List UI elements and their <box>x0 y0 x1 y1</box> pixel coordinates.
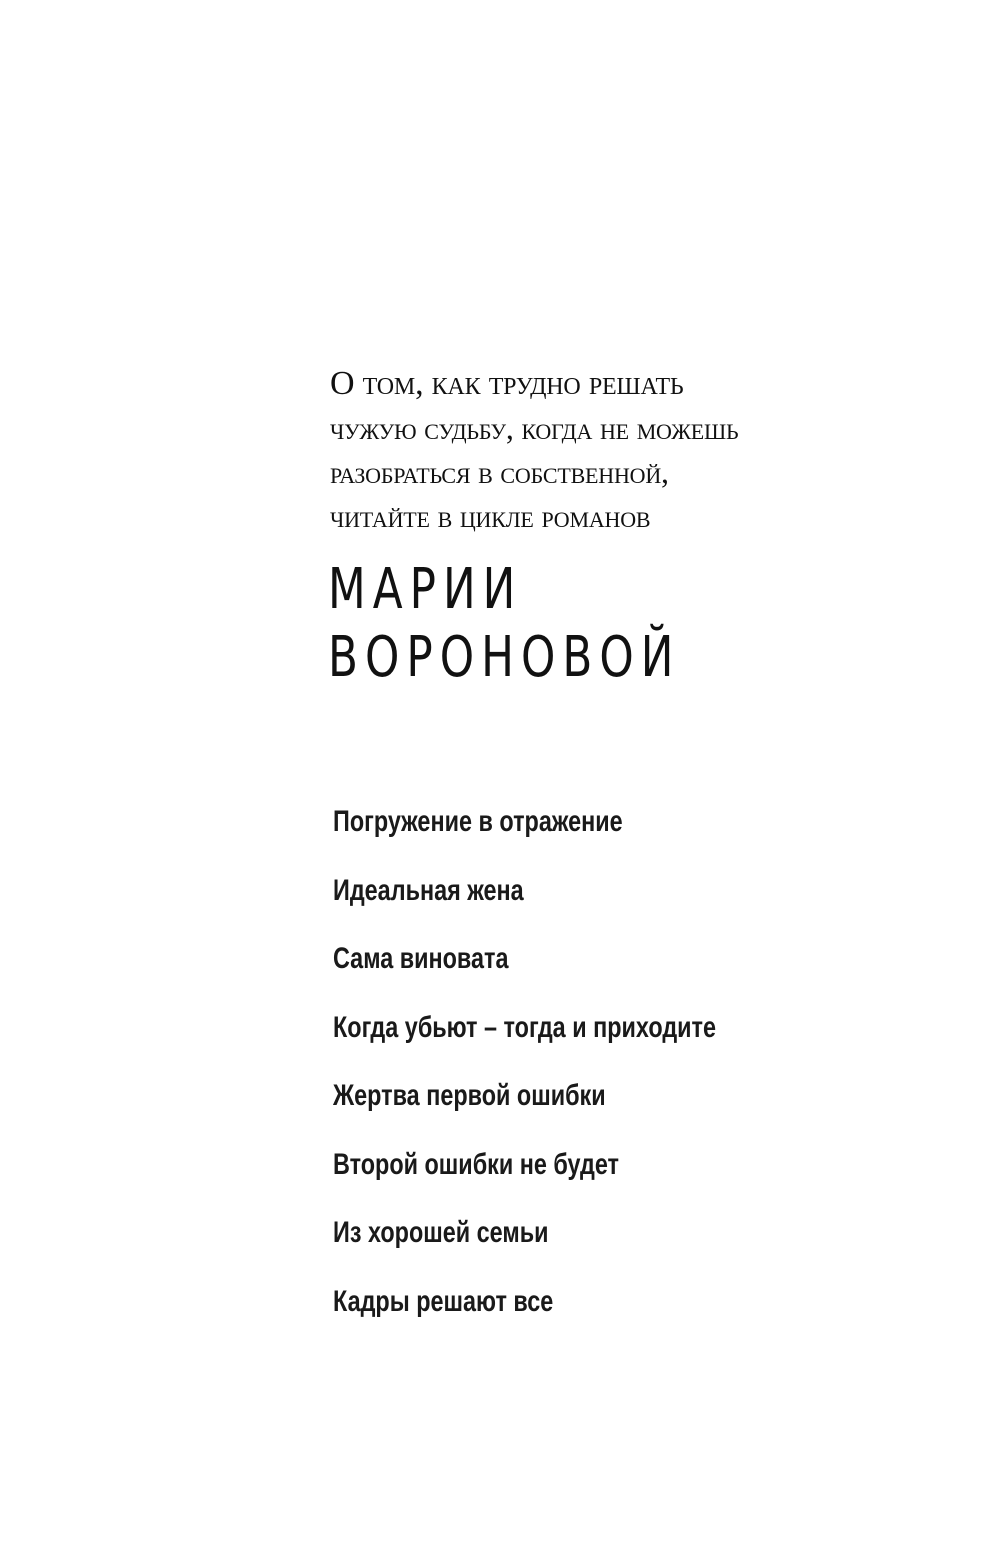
book-title: Из хорошей семьи <box>333 1216 549 1249</box>
book-title: Идеальная жена <box>333 873 524 907</box>
author-first-name: МАРИИ <box>328 557 523 622</box>
book-title: Кадры решают все <box>333 1284 554 1318</box>
book-title: Когда убьют – тогда и приходите <box>333 1010 717 1044</box>
book-title: Сама виновата <box>333 942 509 975</box>
book-title: Погружение в отражение <box>333 805 623 838</box>
book-title: Жертва первой ошибки <box>333 1079 606 1112</box>
intro-line: О том, как трудно решать <box>330 365 684 402</box>
intro-line: разобраться в собственной, <box>330 454 669 490</box>
book-title: Второй ошибки не будет <box>333 1147 619 1181</box>
book-list <box>333 800 824 1348</box>
intro-text <box>330 362 970 538</box>
intro-line: читайте в цикле романов <box>330 498 651 534</box>
author-name <box>328 556 680 692</box>
author-last-name: ВОРОНОВОЙ <box>328 625 681 690</box>
intro-line: чужую судьбу, когда не можешь <box>330 410 739 446</box>
